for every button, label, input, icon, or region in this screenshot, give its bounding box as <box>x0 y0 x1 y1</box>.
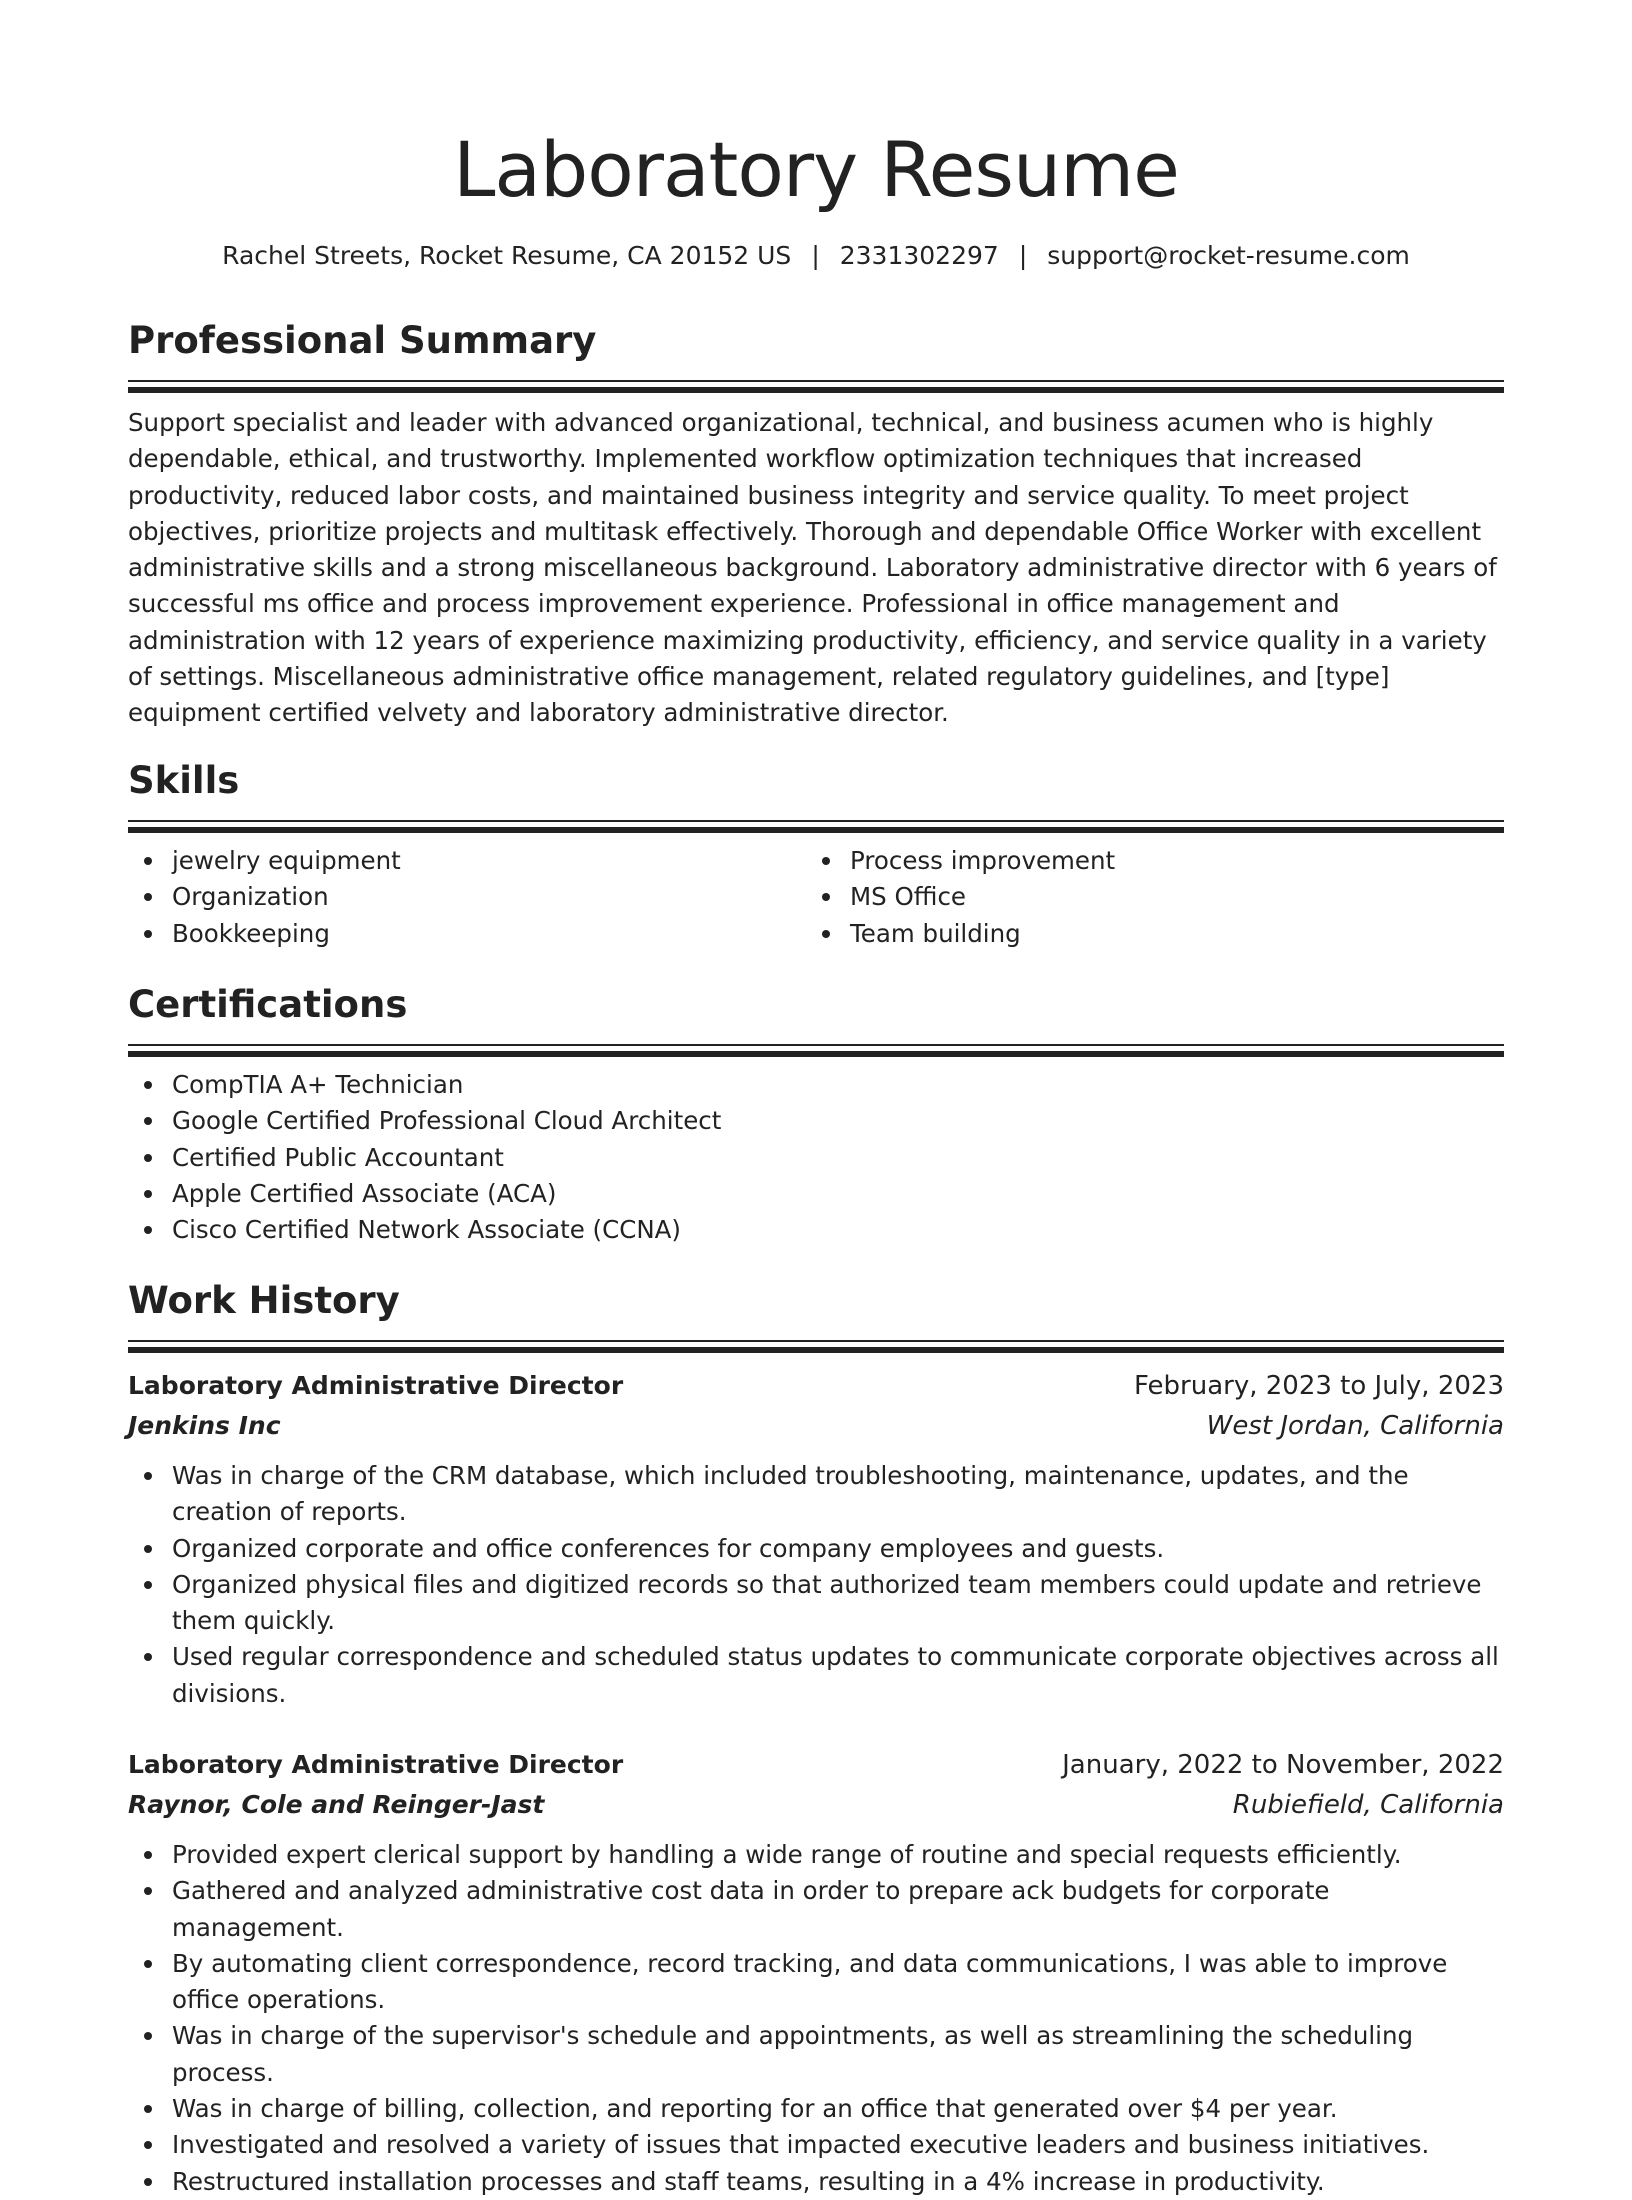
contact-separator: | <box>811 241 820 270</box>
certifications-section <box>128 980 1504 1248</box>
certification-item: CompTIA A+ Technician <box>128 1067 1504 1103</box>
job-duties <box>128 1458 1504 1712</box>
section-divider <box>128 1340 1504 1353</box>
summary-heading: Professional Summary <box>128 319 597 362</box>
certification-item: Cisco Certified Network Associate (CCNA) <box>128 1212 1504 1248</box>
certifications-heading: Certifications <box>128 983 408 1026</box>
job-duty-item: Organized corporate and office conferences for company employees and guests. <box>128 1531 1504 1567</box>
skills-list <box>128 843 1504 952</box>
summary-text: Support specialist and leader with advanced organizational, technical, and business acumen who is highly dependable, ethical, and trustworthy. Implemented workflow optimization techniques that increased productivity, reduced labor costs, and maintained business integrity and service quality. To meet project objectives, prioritize projects and multitask effectively. Thorough and dependable Office Worker with excellent administrative skills and a strong miscellaneous background. Laboratory administrative director with 6 years of successful ms office and process improvement experience. Professional in office management and administration with 12 years of experience maximizing productivity, efficiency, and service quality in a variety of settings. Miscellaneous administrative office management, related regulatory guidelines, and [type] equipment certified velvety and laboratory administrative director. <box>128 408 1497 728</box>
job-duty-item: Organized physical files and digitized records so that authorized team members could update and retrieve them quickly. <box>128 1567 1504 1640</box>
certification-item: Certified Public Accountant <box>128 1140 1504 1176</box>
work-history-heading: Work History <box>128 1279 400 1322</box>
skills-heading: Skills <box>128 759 240 802</box>
job-location: Rubiefield, California <box>1232 1790 1504 1820</box>
contact-line <box>128 238 1504 274</box>
contact-separator: | <box>1018 241 1028 270</box>
job-duty-item: Investigated and resolved a variety of issues that impacted executive leaders and business initiatives. <box>128 2127 1504 2163</box>
job-duty-item: Was in charge of the CRM database, which included troubleshooting, maintenance, updates, and the creation of reports. <box>128 1458 1504 1531</box>
skill-item: Bookkeeping <box>128 916 806 952</box>
contact-phone: 2331302297 <box>839 241 999 270</box>
job-title: Laboratory Administrative Director <box>128 1371 624 1400</box>
job-duty-item: Used regular correspondence and scheduled status updates to communicate corporate objectives across all divisions. <box>128 1639 1504 1712</box>
job-location: West Jordan, California <box>1206 1411 1504 1441</box>
skill-item: jewelry equipment <box>128 843 806 879</box>
contact-email: support@rocket-resume.com <box>1047 241 1410 270</box>
certifications-list <box>128 1067 1504 1248</box>
skill-item: Organization <box>128 879 806 915</box>
skills-section <box>128 756 1504 952</box>
job-duty-item: Gathered and analyzed administrative cost data in order to prepare ack budgets for corporate management. <box>128 1873 1504 1946</box>
job-entry <box>128 1745 1504 2200</box>
job-duty-item: Was in charge of billing, collection, and reporting for an office that generated over $4 per year. <box>128 2091 1504 2127</box>
job-duty-item: By automating client correspondence, record tracking, and data communications, I was able to improve office operations. <box>128 1946 1504 2019</box>
skills-column-right <box>806 843 1484 952</box>
certification-item: Apple Certified Associate (ACA) <box>128 1176 1504 1212</box>
job-duty-item: Restructured installation processes and staff teams, resulting in a 4% increase in productivity. <box>128 2164 1504 2200</box>
section-divider <box>128 820 1504 833</box>
page-title: Laboratory Resume <box>453 125 1179 214</box>
section-divider <box>128 380 1504 393</box>
job-duty-item: Was in charge of the supervisor's schedule and appointments, as well as streamlining the scheduling process. <box>128 2018 1504 2091</box>
job-entry <box>128 1366 1504 1712</box>
skill-item: Process improvement <box>806 843 1484 879</box>
skill-item: MS Office <box>806 879 1484 915</box>
certification-item: Google Certified Professional Cloud Architect <box>128 1103 1504 1139</box>
skill-item: Team building <box>806 916 1484 952</box>
job-dates: January, 2022 to November, 2022 <box>1062 1750 1504 1780</box>
job-dates: February, 2023 to July, 2023 <box>1134 1371 1504 1401</box>
contact-address: Rachel Streets, Rocket Resume, CA 20152 US <box>222 241 792 270</box>
work-history-section <box>128 1276 1504 1353</box>
job-company: Jenkins Inc <box>128 1411 281 1440</box>
job-company: Raynor, Cole and Reinger-Jast <box>128 1790 545 1819</box>
section-divider <box>128 1044 1504 1057</box>
summary-section <box>128 316 1504 732</box>
job-duties <box>128 1837 1504 2200</box>
skills-column-left <box>128 843 806 952</box>
job-duty-item: Provided expert clerical support by handling a wide range of routine and special requests efficiently. <box>128 1837 1504 1873</box>
job-title: Laboratory Administrative Director <box>128 1750 624 1779</box>
